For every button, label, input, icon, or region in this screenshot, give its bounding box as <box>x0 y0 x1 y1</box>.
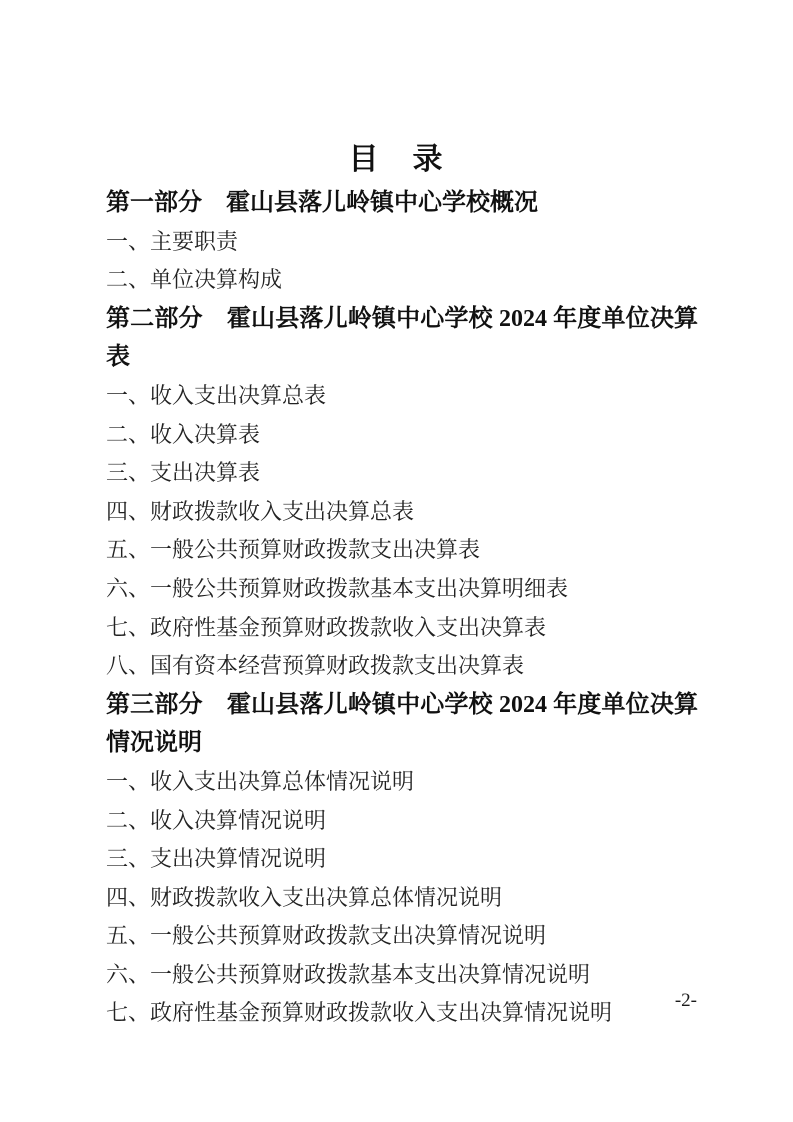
toc-section-heading: 第三部分 霍山县落儿岭镇中心学校 2024 年度单位决算情况说明 <box>106 691 698 757</box>
toc-section-heading: 第二部分 霍山县落儿岭镇中心学校 2024 年度单位决算表 <box>106 305 698 371</box>
page-title: 目 录 <box>348 143 445 176</box>
toc-entry: 五、一般公共预算财政拨款支出决算表 <box>106 537 481 563</box>
toc-entry: 二、收入决算表 <box>106 421 261 447</box>
toc-entry: 六、一般公共预算财政拨款基本支出决算情况说明 <box>106 961 591 987</box>
toc-entry: 二、收入决算情况说明 <box>106 807 327 833</box>
toc-section-heading: 第一部分 霍山县落儿岭镇中心学校概况 <box>106 190 538 216</box>
toc-entry: 五、一般公共预算财政拨款支出决算情况说明 <box>106 923 547 949</box>
toc-entry: 七、政府性基金预算财政拨款收入支出决算表 <box>106 614 547 640</box>
toc-entry: 四、财政拨款收入支出决算总体情况说明 <box>106 884 503 910</box>
table-of-contents <box>106 184 698 1033</box>
toc-entry: 一、主要职责 <box>106 228 239 254</box>
toc-entry: 三、支出决算表 <box>106 460 261 486</box>
toc-entry: 三、支出决算情况说明 <box>106 846 327 872</box>
toc-entry: 四、财政拨款收入支出决算总表 <box>106 498 415 524</box>
page-number: -2- <box>674 990 697 1011</box>
toc-entry: 一、收入支出决算总表 <box>106 382 327 408</box>
toc-entry: 一、收入支出决算总体情况说明 <box>106 768 415 794</box>
toc-entry: 二、单位决算构成 <box>106 267 283 293</box>
toc-entry: 八、国有资本经营预算财政拨款支出决算表 <box>106 653 525 679</box>
toc-entry: 六、一般公共预算财政拨款基本支出决算明细表 <box>106 575 569 601</box>
toc-entry: 七、政府性基金预算财政拨款收入支出决算情况说明 <box>106 1000 613 1026</box>
